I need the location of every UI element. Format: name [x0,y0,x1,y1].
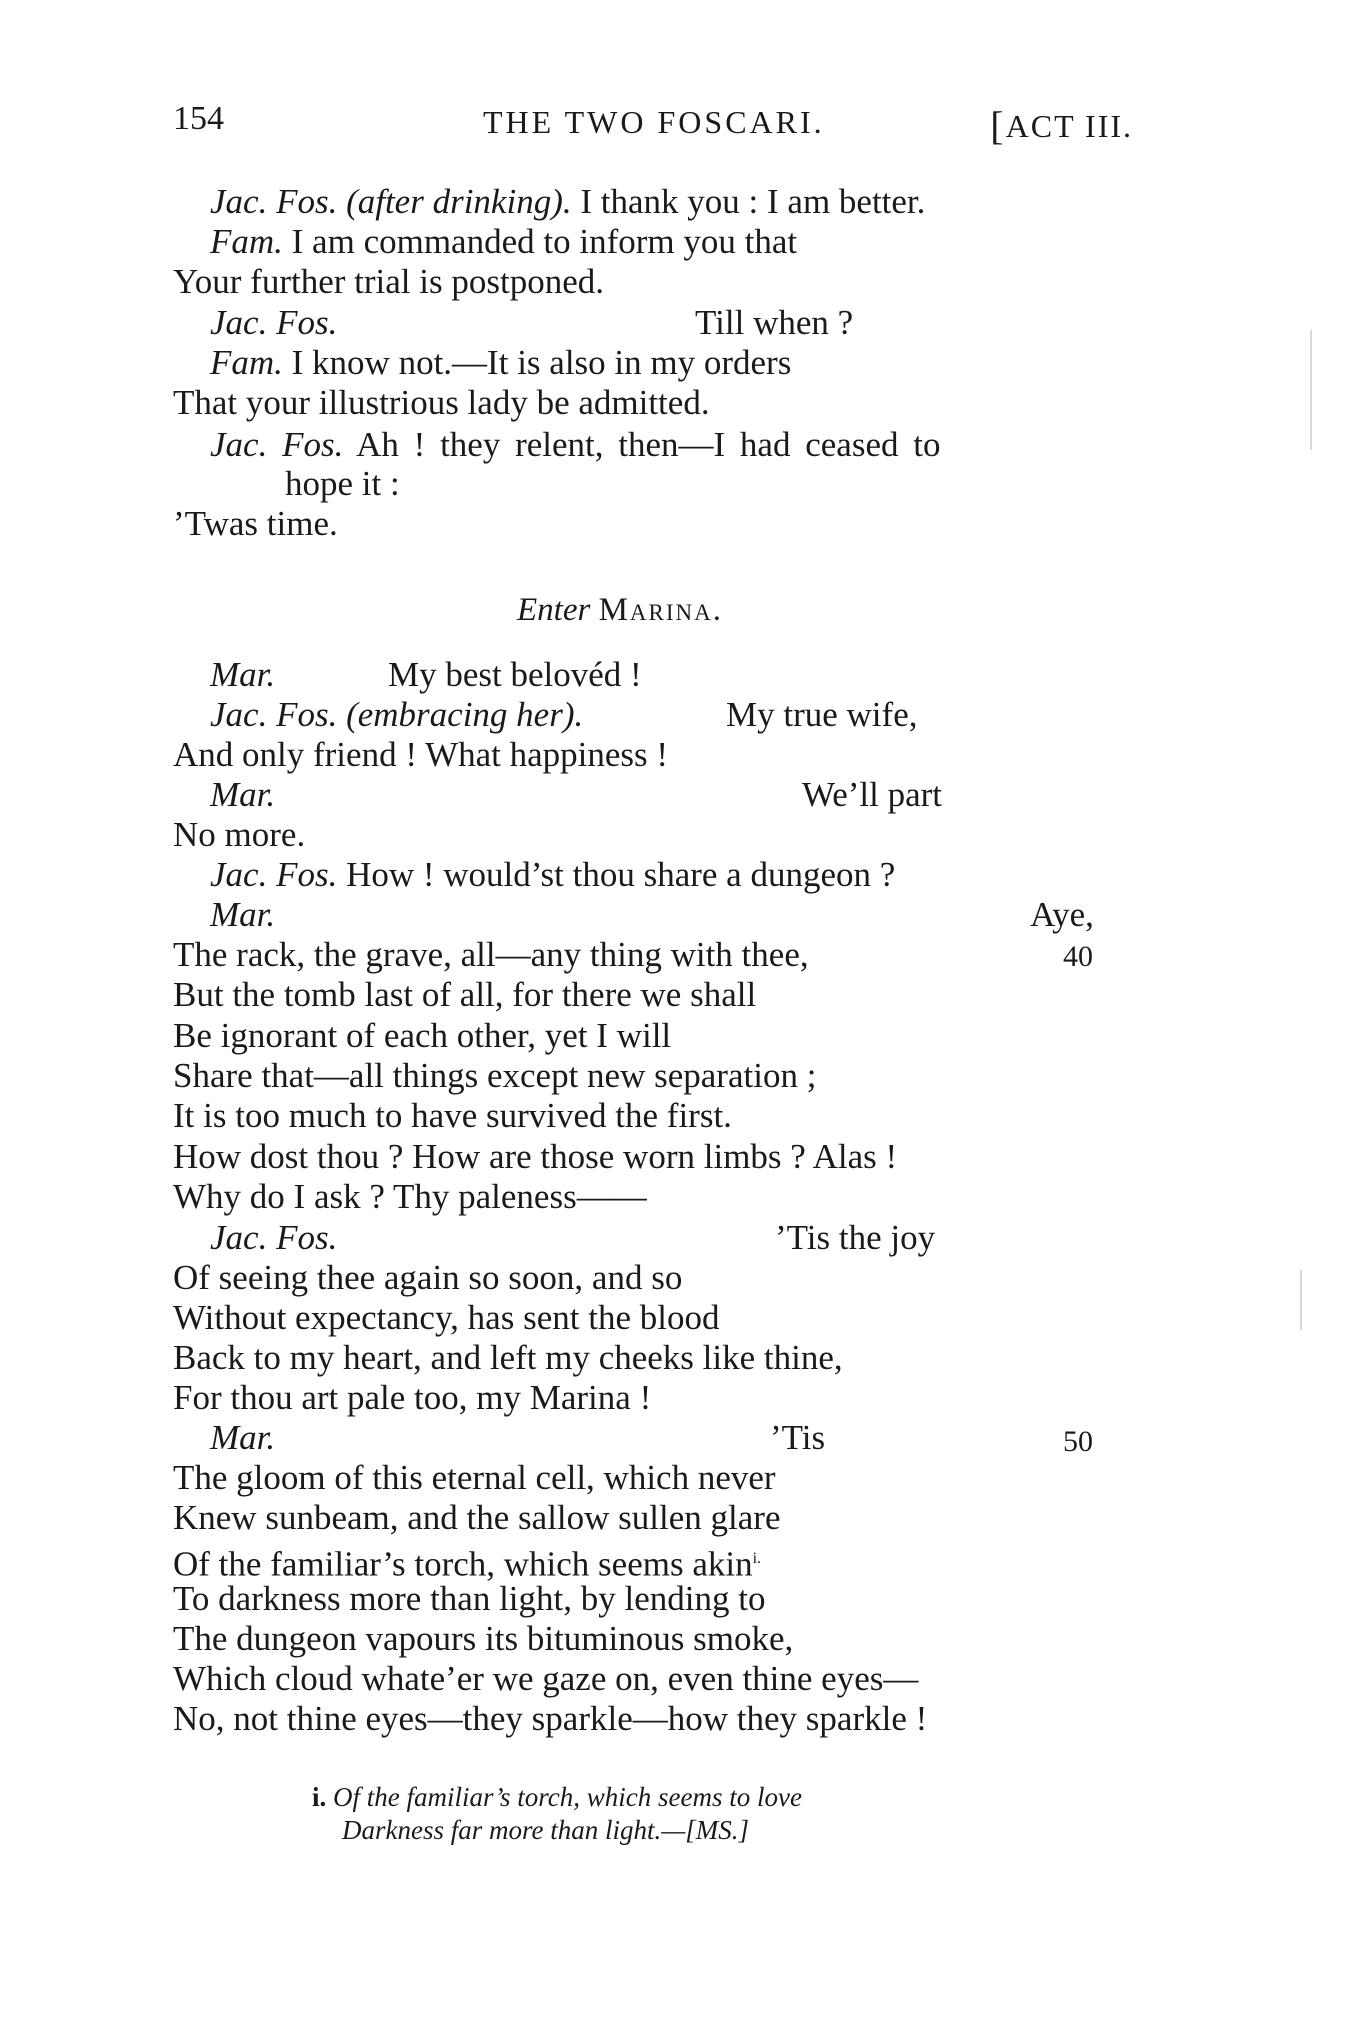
line-text: No, not thine eyes—they sparkle—how they sparkle ! [173,1699,928,1738]
line-text: The dungeon vapours its bituminous smoke, [173,1619,794,1658]
verse-line [210,1218,337,1258]
line-text: To darkness more than light, by lending to [173,1579,766,1618]
verse-line [173,1699,927,1739]
verse-line [173,262,604,302]
footnote-number: i. [312,1782,327,1812]
speaker-name: Mar. [210,655,276,694]
line-text: I know not.—It is also in my orders [291,343,792,382]
verse-line-continuation [802,775,942,815]
verse-line [173,735,668,775]
footnote-text: Darkness far more than light.—[MS.] [342,1815,750,1845]
verse-line [173,1338,843,1378]
speaker-name: Jac. Fos. [210,855,338,894]
line-text: But the tomb last of all, for there we shall [173,975,757,1014]
line-text: My true wife, [726,695,918,734]
line-text: Share that—all things except new separation ; [173,1056,817,1095]
footnote-text: Of the familiar’s torch, which seems to love [333,1782,802,1812]
line-text: hope it : [285,464,400,503]
verse-line-continuation [695,303,853,343]
speaker-name: Jac. Fos. [210,182,338,221]
verse-line [210,343,791,383]
verse-line [210,775,275,815]
verse-line [210,655,275,695]
act-label [990,100,1133,147]
scan-mark [1300,1270,1302,1330]
verse-line [210,182,925,222]
verse-line [210,1418,275,1458]
footnote-reference: i. [752,1550,762,1567]
verse-line [285,464,400,504]
stage-direction-enter [517,590,723,630]
line-text: My best belovéd ! [388,655,642,694]
verse-line-continuation [775,1218,935,1258]
line-text: Ah ! they relent, then—I had ceased to [356,425,941,464]
line-text: Back to my heart, and left my cheeks like thine, [173,1338,843,1377]
footnote-line [312,1782,802,1813]
verse-line-continuation [770,1418,825,1458]
speaker-name: Mar. [210,895,276,934]
verse-line [173,1177,647,1217]
verse-line [173,1137,897,1177]
line-text: It is too much to have survived the first. [173,1096,732,1135]
line-text: Without expectancy, has sent the blood [173,1298,720,1337]
verse-line [173,1659,918,1699]
line-text: That your illustrious lady be admitted. [173,383,710,422]
line-text: Aye, [1030,895,1094,934]
verse-line [173,815,305,855]
line-text: Till when ? [695,303,854,342]
line-text: Of the familiar’s torch, which seems akin [173,1544,753,1584]
speaker-name: Jac. Fos. [210,425,344,464]
line-text: The gloom of this eternal cell, which never [173,1458,776,1497]
verse-line [173,1539,761,1585]
verse-line [173,1096,732,1136]
line-text: ’Tis [770,1418,826,1457]
line-text: Of seeing thee again so soon, and so [173,1258,683,1297]
stage-direction-inline: (embracing her). [346,695,584,734]
line-text: ’Tis the joy [775,1218,936,1257]
speaker-name: Mar. [210,775,276,814]
line-number: 50 [1063,1425,1093,1458]
verse-line [210,895,275,935]
line-text: For thou art pale too, my Marina ! [173,1378,652,1417]
verse-line [210,695,583,735]
verse-line-continuation [388,655,642,695]
character-name: Marina. [598,592,723,628]
line-text: Knew sunbeam, and the sallow sullen glare [173,1498,781,1537]
speaker-name: Fam. [210,343,283,382]
speaker-name: Fam. [210,222,283,261]
line-text: We’ll part [802,775,943,814]
verse-line [173,1258,682,1298]
verse-line [210,855,895,895]
line-text: I thank you : I am better. [580,182,926,221]
verse-line [173,1056,816,1096]
verse-line [173,935,809,975]
line-text: How dost thou ? How are those worn limbs ? Alas ! [173,1137,898,1176]
stage-direction-inline: (after drinking). [346,182,572,221]
speaker-name: Jac. Fos. [210,695,338,734]
verse-line-continuation [726,695,917,735]
line-text: I am commanded to inform you that [291,222,798,261]
line-text: And only friend ! What happiness ! [173,735,669,774]
enter-word: Enter [517,592,591,628]
verse-line [173,1016,671,1056]
act-text: ACT III. [1005,108,1133,144]
verse-line [210,425,940,465]
running-title: THE TWO FOSCARI. [483,104,825,140]
scan-mark [1310,330,1312,450]
footnote-line [342,1815,749,1846]
line-text: Your further trial is postponed. [173,262,604,301]
line-text: How ! would’st thou share a dungeon ? [346,855,896,894]
verse-line [173,504,338,544]
verse-line [173,1619,793,1659]
verse-line [173,1458,776,1498]
line-text: No more. [173,815,306,854]
line-text: Which cloud whate’er we gaze on, even thine eyes— [173,1659,919,1698]
verse-line [173,1378,651,1418]
verse-line [173,1498,780,1538]
running-header [173,100,1133,150]
page-number: 154 [173,100,224,137]
speaker-name: Jac. Fos. [210,303,338,342]
line-number: 40 [1063,940,1093,973]
line-text: ’Twas time. [173,504,338,543]
line-text: The rack, the grave, all—any thing with thee, [173,935,809,974]
verse-line [210,222,797,262]
verse-line [173,975,756,1015]
line-text: Why do I ask ? Thy paleness—— [173,1177,647,1216]
bracket-mark: [ [990,103,1006,148]
verse-line [173,1298,719,1338]
verse-line [173,383,710,423]
verse-line [173,1579,765,1619]
speaker-name: Mar. [210,1418,276,1457]
verse-line-continuation [1030,895,1094,935]
line-text: Be ignorant of each other, yet I will [173,1016,672,1055]
speaker-name: Jac. Fos. [210,1218,338,1257]
verse-line [210,303,337,343]
